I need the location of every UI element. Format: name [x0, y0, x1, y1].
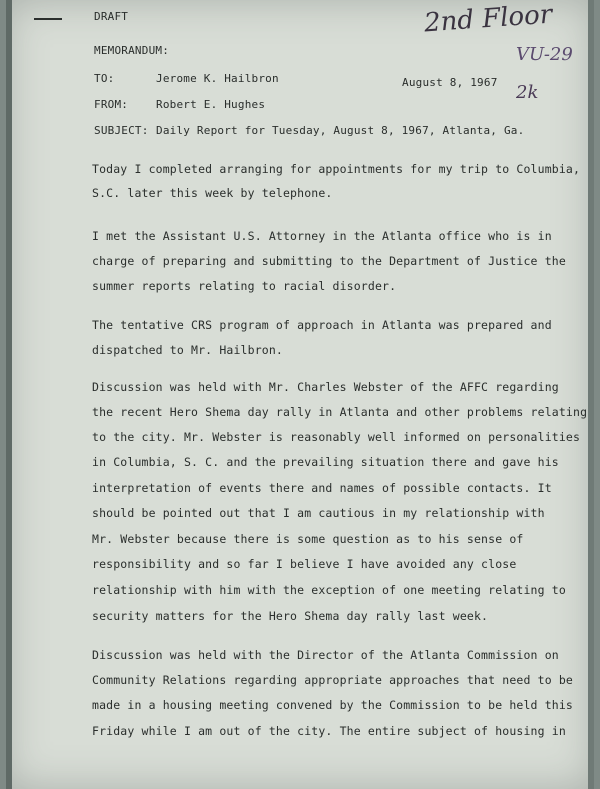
header-rule — [34, 18, 62, 20]
body-line: interpretation of events there and names of possible contacts. It — [92, 481, 552, 495]
page-right-edge — [588, 0, 594, 789]
draft-label: DRAFT — [94, 10, 129, 23]
body-line: Community Relations regarding appropriate approaches that need to be — [92, 673, 574, 687]
to-value: Jerome K. Hailbron — [156, 72, 279, 85]
body-line: Today I completed arranging for appointments for my trip to Columbia, — [92, 162, 581, 176]
body-line: summer reports relating to racial disorder. — [92, 279, 397, 293]
body-line: Friday while I am out of the city. The entire subject of housing in — [92, 724, 566, 738]
body-line: should be pointed out that I am cautious in my relationship with — [92, 506, 545, 520]
body-line: to the city. Mr. Webster is reasonably well informed on personalities — [92, 430, 581, 444]
body-line: The tentative CRS program of approach in Atlanta was prepared and — [92, 318, 552, 332]
handwritten-code: VU-29 — [516, 44, 573, 65]
subject-value: Daily Report for Tuesday, August 8, 1967, Atlanta, Ga. — [156, 124, 525, 137]
body-line: I met the Assistant U.S. Attorney in the Atlanta office who is in — [92, 229, 552, 243]
page-left-edge — [6, 0, 12, 789]
handwritten-floor-note: 2nd Floor — [423, 0, 554, 39]
memo-page — [6, 0, 594, 789]
body-line: Discussion was held with the Director of the Atlanta Commission on — [92, 648, 559, 662]
body-line: relationship with him with the exception of one meeting relating to — [92, 583, 566, 597]
to-label: TO: — [94, 72, 115, 85]
body-line: responsibility and so far I believe I have avoided any close — [92, 557, 517, 571]
subject-label: SUBJECT: — [94, 124, 149, 137]
body-line: S.C. later this week by telephone. — [92, 186, 333, 200]
body-line: security matters for the Hero Shema day rally last week. — [92, 609, 489, 623]
memo-date: August 8, 1967 — [402, 76, 498, 89]
body-line: charge of preparing and submitting to the Department of Justice the — [92, 254, 566, 268]
body-line: in Columbia, S. C. and the prevailing situation there and gave his — [92, 455, 559, 469]
body-line: Mr. Webster because there is some question as to his sense of — [92, 532, 524, 546]
body-line: made in a housing meeting convened by the Commission to be held this — [92, 698, 574, 712]
from-value: Robert E. Hughes — [156, 98, 266, 111]
body-line: dispatched to Mr. Hailbron. — [92, 343, 283, 357]
from-label: FROM: — [94, 98, 129, 111]
handwritten-note: 2k — [516, 82, 539, 103]
memorandum-label: MEMORANDUM: — [94, 44, 170, 57]
body-line: the recent Hero Shema day rally in Atlanta and other problems relating — [92, 405, 588, 419]
body-line: Discussion was held with Mr. Charles Webster of the AFFC regarding — [92, 380, 559, 394]
